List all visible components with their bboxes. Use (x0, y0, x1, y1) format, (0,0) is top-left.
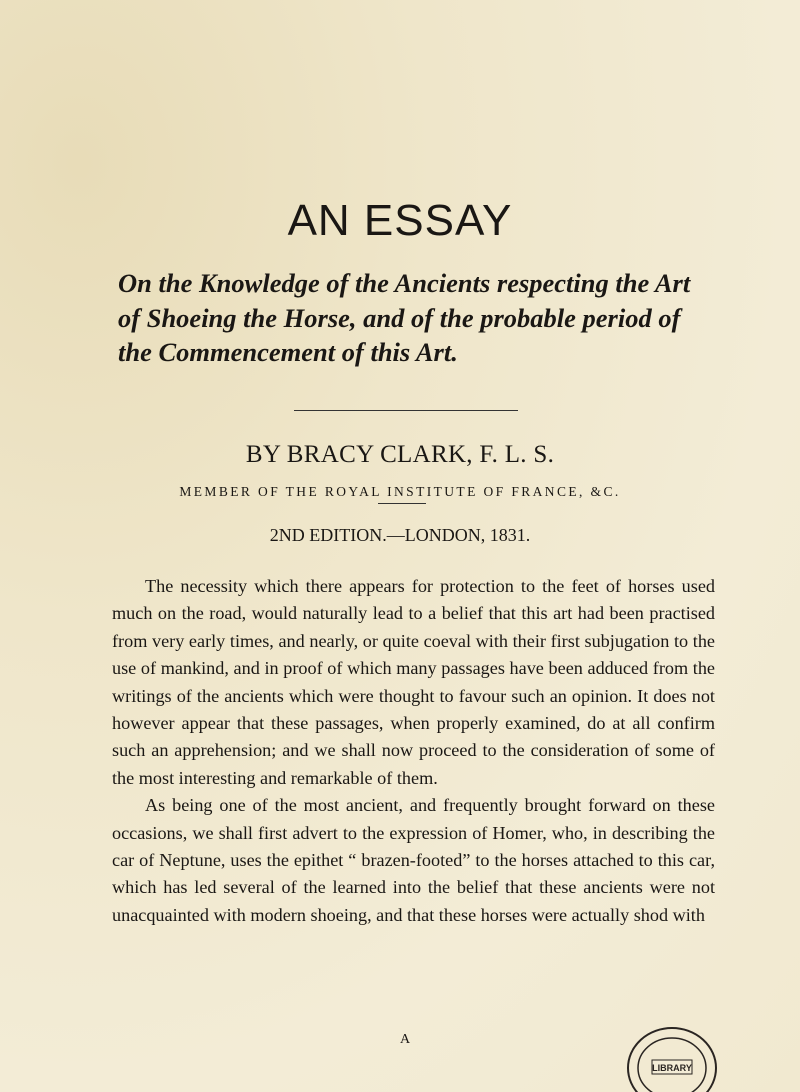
essay-subtitle: On the Knowledge of the Ancients respecting the Art of Shoeing the Horse, and of the probable period of the Commencement of this Art. (118, 268, 691, 367)
paragraph: The necessity which there appears for protection to the feet of horses used much on the road, would naturally lead to a belief that this art had been practised from very early times, and nearly, or quite coeval with their first subjugation to the use of mankind, and in proof of which many passages have been adduced from the writings of the ancients which were thought to favour such an opinion. It does not however appear that these passages, when properly examined, do at all confirm such an apprehension; and we shall now proceed to the consideration of some of the most interesting and remarkable of them. (112, 576, 715, 788)
stamp-label: LIBRARY (652, 1063, 692, 1073)
author-line: BY BRACY CLARK, F. L. S. (245, 441, 555, 468)
short-divider-rule (378, 503, 426, 504)
library-stamp-icon (622, 1020, 722, 1092)
body-text (112, 573, 715, 929)
essay-title: AN ESSAY (287, 196, 513, 245)
membership-line: MEMBER OF THE ROYAL INSTITUTE OF FRANCE, &C. (179, 484, 621, 499)
divider-rule (294, 410, 518, 411)
edition-line: 2ND EDITION.—LONDON, 1831. (269, 525, 531, 545)
paragraph: As being one of the most ancient, and frequently brought forward on these occasions, we shall first advert to the expression of Homer, who, in describing the car of Neptune, uses the epithet “ brazen-footed” to the horses attached to this car, which has led several of the learned into the belief that these ancients were not unacquainted with modern shoeing, and that these horses were actually shod with (112, 795, 715, 925)
signature-mark: A (400, 1032, 411, 1047)
